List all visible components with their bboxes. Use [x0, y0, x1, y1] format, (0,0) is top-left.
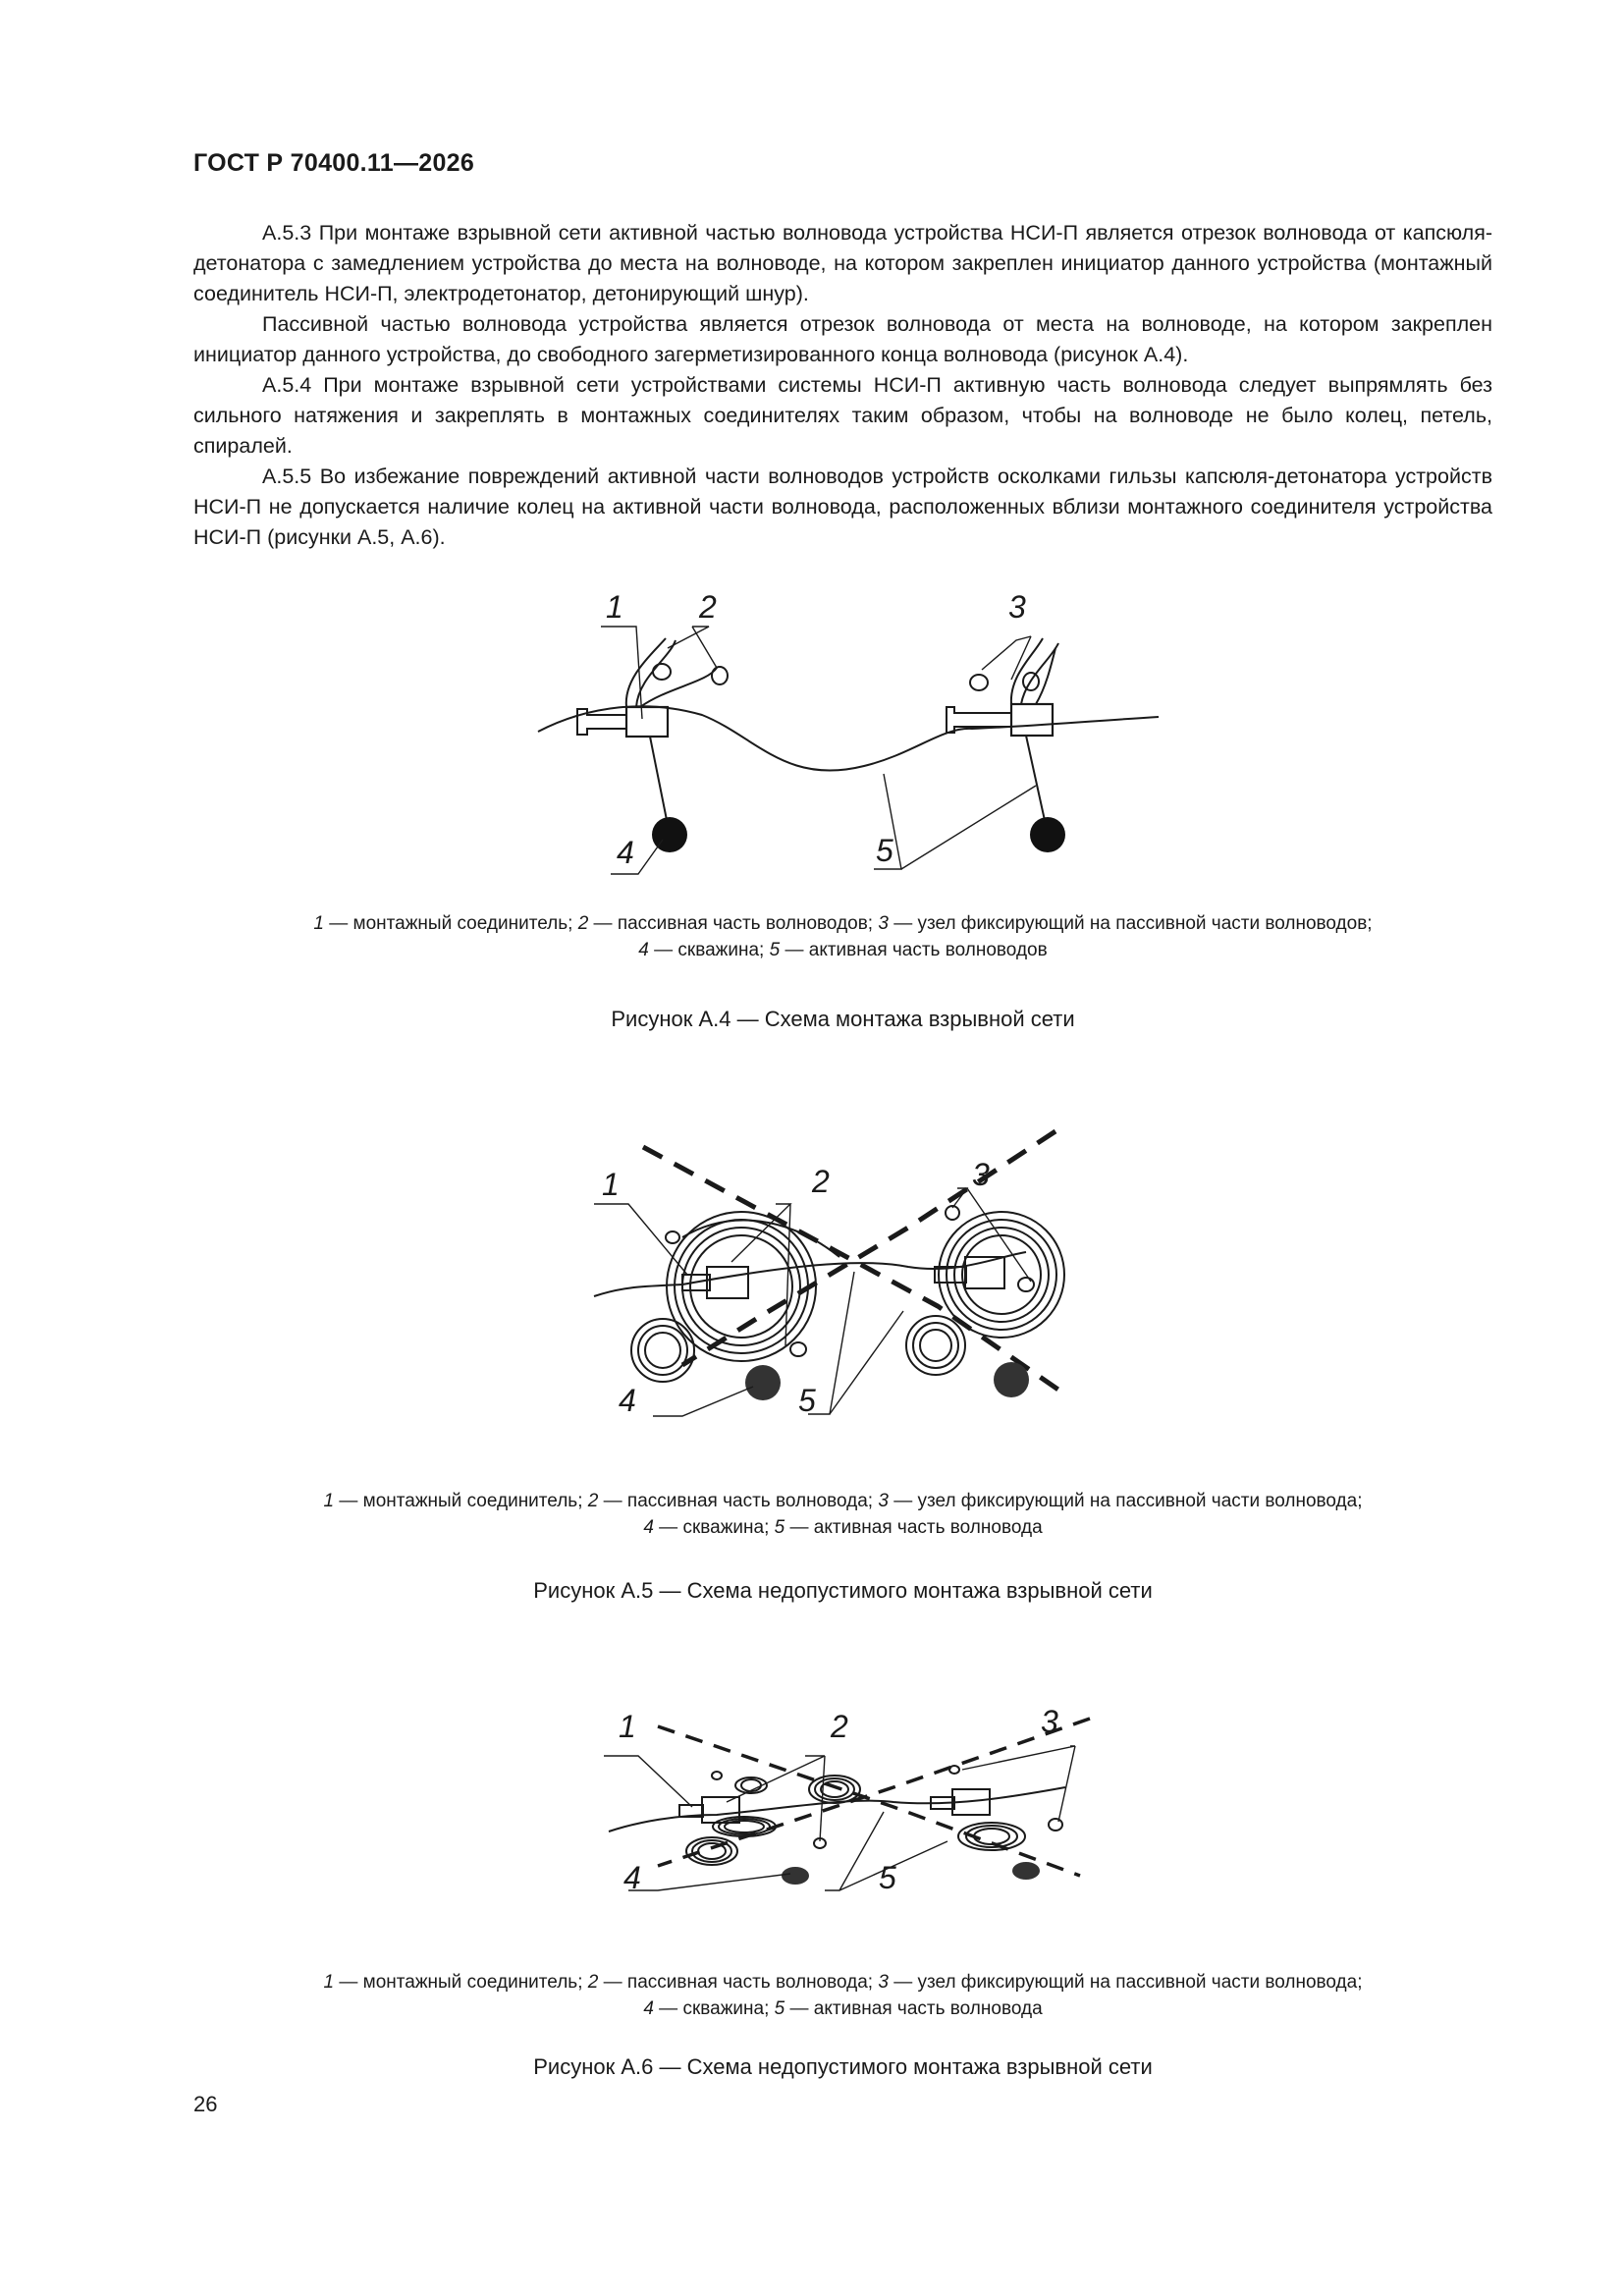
label-5: 5 — [879, 1860, 896, 1895]
figure-a6-caption: Рисунок А.6 — Схема недопустимого монтажа взрывной сети — [533, 2054, 1153, 2079]
figure-a4-caption: Рисунок А.4 — Схема монтажа взрывной сети — [611, 1007, 1075, 1031]
paragraph: А.5.4 При монтаже взрывной сети устройствами системы НСИ-П активную часть волновода следует выпрямлять без сильного натяжения и закреплять в монтажных соединителях таким образом, чтобы на волноводе не было колец, петель, спиралей. — [193, 373, 1492, 458]
label-3: 3 — [1041, 1704, 1058, 1739]
figure-a5-legend: 1 — монтажный соединитель; 2 — пассивная часть волновода; 3 — узел фиксирующий на пассивной части волновода; 4 — скважина; 5 — активная часть волновода — [323, 1491, 1363, 1538]
standard-header: ГОСТ Р 70400.11—2026 — [193, 149, 475, 177]
label-1: 1 — [606, 589, 623, 625]
body-text — [193, 218, 1492, 553]
label-2: 2 — [812, 1164, 830, 1199]
figure-a4-legend: 1 — монтажный соединитель; 2 — пассивная часть волноводов; 3 — узел фиксирующий на пассивной части волноводов; 4 — скважина; 5 — активная часть волноводов — [313, 913, 1373, 960]
figure-a6-diagram — [599, 1699, 1109, 1935]
label-4: 4 — [623, 1860, 641, 1895]
figure-a5-caption: Рисунок А.5 — Схема недопустимого монтажа взрывной сети — [533, 1578, 1153, 1603]
label-3: 3 — [972, 1157, 990, 1192]
label-2: 2 — [699, 589, 717, 625]
label-5: 5 — [798, 1383, 816, 1418]
label-4: 4 — [617, 835, 634, 870]
label-5: 5 — [876, 833, 893, 868]
label-1: 1 — [619, 1709, 636, 1744]
paragraph: А.5.5 Во избежание повреждений активной части волноводов устройств осколками гильзы капсюля-детонатора устройств НСИ-П не допускается наличие колец на активной части волновода, расположенных вблизи монтажного соединителя устройства НСИ-П (рисунки А.5, А.6). — [193, 465, 1492, 549]
figure-a6-legend: 1 — монтажный соединитель; 2 — пассивная часть волновода; 3 — узел фиксирующий на пассивной части волновода; 4 — скважина; 5 — активная часть волновода — [323, 1972, 1363, 2019]
label-1: 1 — [602, 1167, 620, 1202]
paragraph: Пассивной частью волновода устройства является отрезок волновода от места на волноводе, на котором закреплен инициатор данного устройства, до свободного загерметизированного конца волновода (рисунок А.4). — [193, 312, 1492, 366]
paragraph: А.5.3 При монтаже взрывной сети активной частью волновода устройства НСИ-П является отрезок волновода от капсюля-детонатора с замедлением устройства до места на волноводе, на котором закреплен инициатор данного устройства (монтажный соединитель НСИ-П, электродетонатор, детонирующий шнур). — [193, 221, 1492, 305]
label-3: 3 — [1008, 589, 1026, 625]
label-4: 4 — [619, 1383, 636, 1418]
figure-a5-diagram — [584, 1110, 1095, 1424]
label-2: 2 — [831, 1709, 848, 1744]
page-number: 26 — [193, 2092, 218, 2116]
figure-a4-diagram — [530, 589, 1178, 884]
